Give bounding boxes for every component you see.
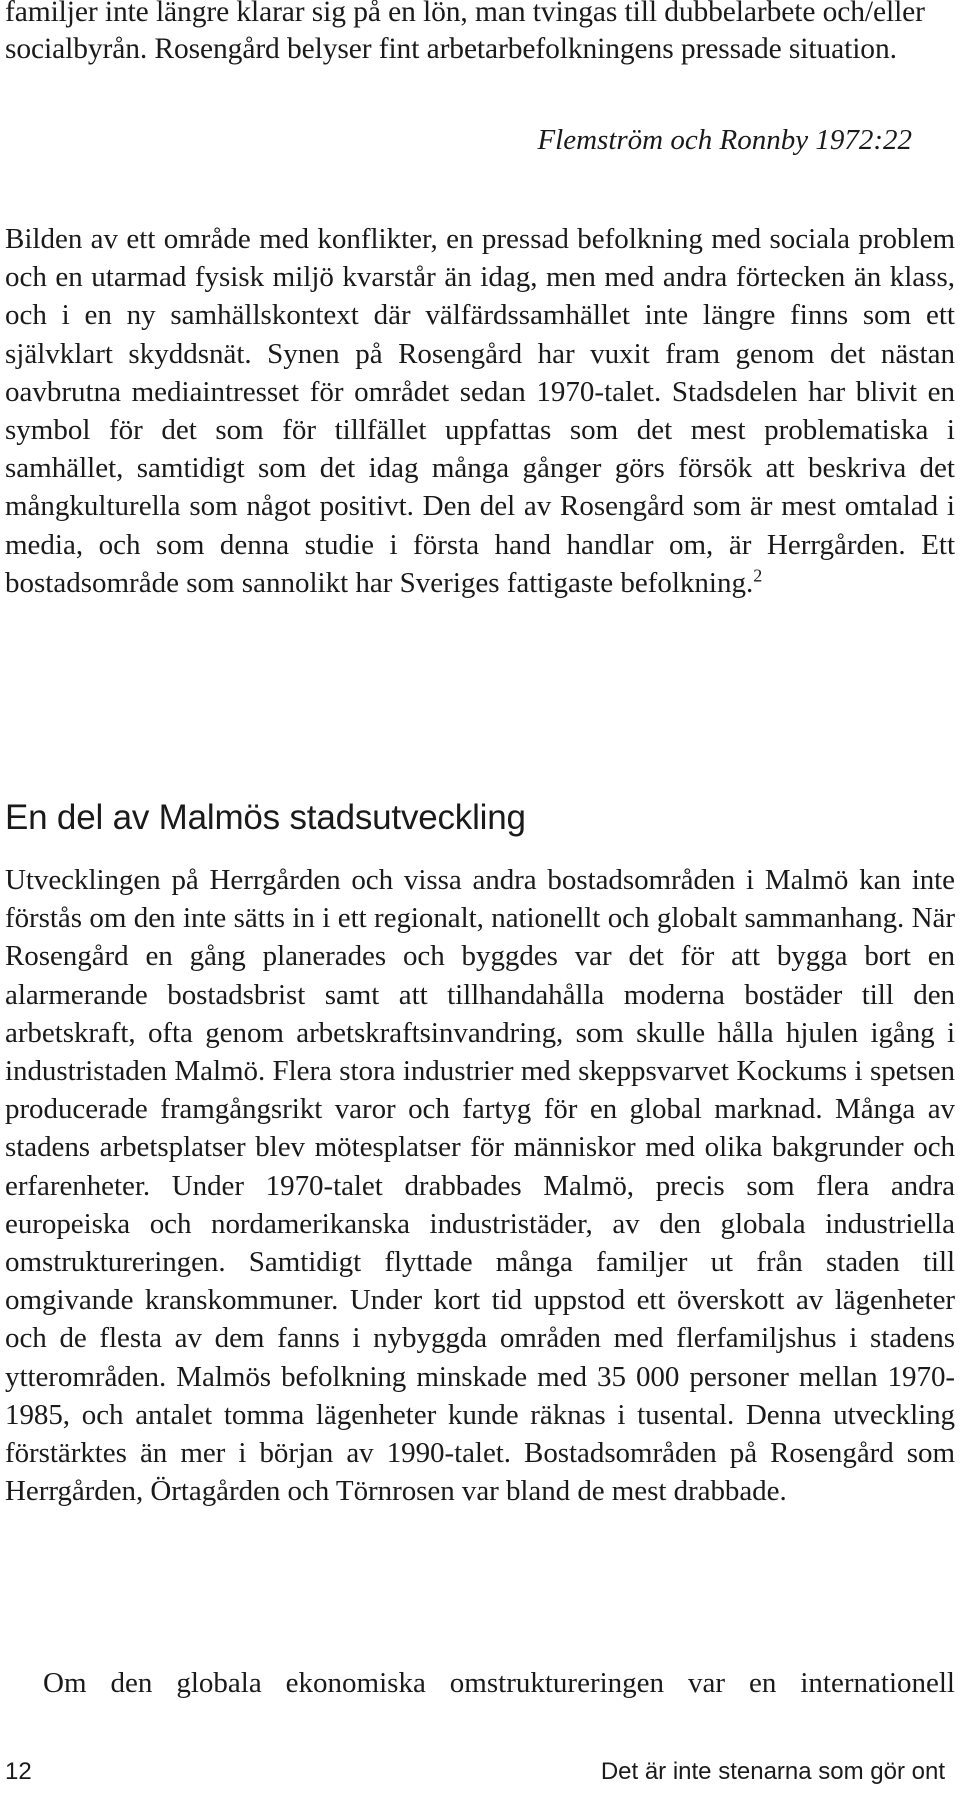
section-heading: En del av Malmös stadsutveckling bbox=[5, 798, 526, 837]
body-paragraph-1-text: Bilden av ett område med konflikter, en pressad befolkning med sociala problem och en utarmad fysisk miljö kvarstår än idag, men med andra förtecken än klass, och i en ny samhällskontext där välfärdssamhället inte längre finns som ett självklart skyddsnät. Synen på Rosengård har vuxit fram genom det nästan oavbrutna mediaintresset för området sedan 1970-talet. Stadsdelen har blivit en symbol för det som för tillfället uppfattas som det mest problematiska i samhället, samtidigt som det idag många gånger görs försök att beskriva det mångkulturella som något positivt. Den del av Rosengård som är mest omtalad i media, och som denna studie i första hand handlar om, är Herrgården. Ett bostadsområde som sannolikt har Sveriges fattigaste befolkning. bbox=[5, 223, 955, 599]
body-paragraph-2: Utvecklingen på Herrgården och vissa andra bostadsområden i Malmö kan inte förstås om den inte sätts in i ett regionalt, nationellt och globalt sammanhang. När Rosengård en gång planerades och byggdes var det för att bygga bort en alarmerande bostadsbrist samt att tillhandahålla moderna bostäder till den arbetskraft, ofta genom arbetskraftsinvandring, som skulle hålla hjulen igång i industristaden Malmö. Flera stora industrier med skeppsvarvet Kockums i spetsen producerade framgångsrikt varor och fartyg för en global marknad. Många av stadens arbetsplatser blev mötesplatser för människor med olika bakgrunder och erfarenheter. Under 1970-talet drabbades Malmö, precis som flera andra europeiska och nordamerikanska industristäder, av den globala industriella omstruktureringen. Samtidigt flyttade många familjer ut från staden till omgivande kranskommuner. Under kort tid uppstod ett överskott av lägenheter och de flesta av dem fanns i nybyggda områden med flerfamiljshus i stadens ytterområden. Malmös befolkning minskade med 35 000 personer mellan 1970-1985, och antalet tomma lägenheter kunde räknas i tusental. Denna utveckling förstärktes än mer i början av 1990-talet. Bostadsområden på Rosengård som Herrgården, Örtagården och Törnrosen var bland de mest drabbade. bbox=[5, 864, 955, 1508]
footnote-marker[interactable]: 2 bbox=[753, 565, 763, 586]
intro-paragraph: familjer inte längre klarar sig på en lön, man tvingas till dubbelarbete och/eller socialbyrån. Rosengård belyser fint arbetarbefolkningens pressade situation. bbox=[5, 0, 925, 65]
running-title: Det är inte stenarna som gör ont bbox=[600, 1758, 945, 1785]
body-paragraph-3: Om den globala ekonomiska omstruktureringen var en internationell bbox=[43, 1667, 955, 1699]
citation-attribution: Flemström och Ronnby 1972:22 bbox=[537, 124, 912, 156]
body-paragraph-1 bbox=[5, 220, 955, 602]
page-number: 12 bbox=[5, 1758, 32, 1785]
